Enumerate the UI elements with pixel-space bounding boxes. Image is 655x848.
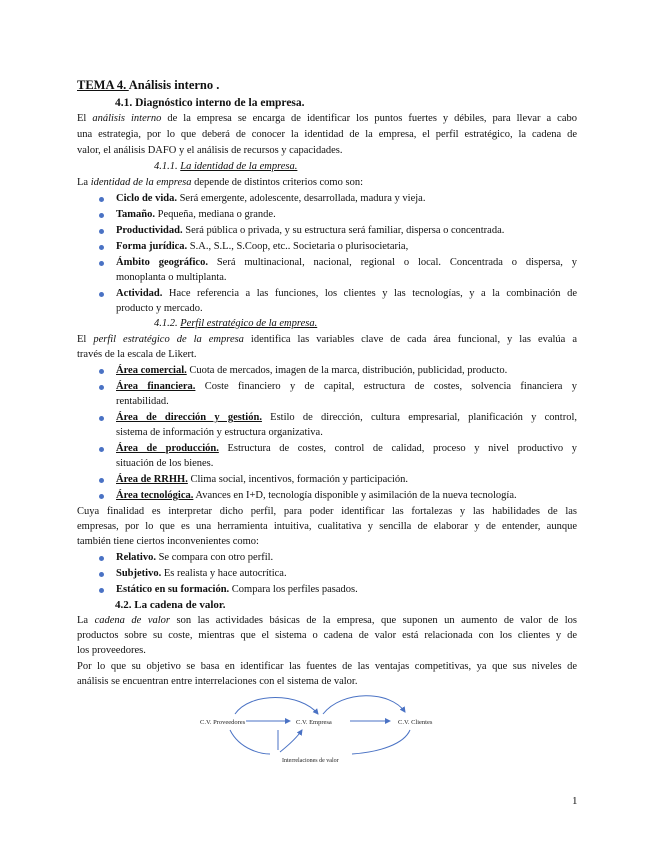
drawback-item bbox=[116, 567, 287, 581]
purpose-line-2: empresas, por lo que es una herramienta intuitiva, cualitativa y sencilla de elaborar y de entender, aunque bbox=[77, 521, 577, 532]
item-text: Clima social, incentivos, formación y participación. bbox=[187, 474, 408, 485]
bullet-icon bbox=[99, 447, 104, 452]
item-label: Ámbito geográfico. bbox=[116, 257, 208, 268]
bullet-icon bbox=[99, 229, 104, 234]
value-system-diagram bbox=[190, 688, 450, 768]
identity-item-cont: monoplanta o multiplanta. bbox=[116, 272, 227, 283]
bullet-icon bbox=[99, 213, 104, 218]
bullet-icon bbox=[99, 588, 104, 593]
item-text: S.A., S.L., S.Coop, etc.. Societaria o plurisocietaria, bbox=[187, 241, 409, 252]
bullet-icon bbox=[99, 292, 104, 297]
item-label: Subjetivo. bbox=[116, 568, 162, 579]
profile-intro-line-2: través de la escala de Likert. bbox=[77, 349, 197, 360]
profile-item bbox=[116, 473, 408, 487]
objective-line-1: Por lo que su objetivo se basa en identificar las fuentes de las ventajas competitivas, ya que sus niveles de bbox=[77, 661, 577, 672]
item-text: Avances en I+D, tecnología disponible y asimilación de la nueva tecnología. bbox=[193, 490, 517, 501]
profile-item-cont: rentabilidad. bbox=[116, 396, 169, 407]
item-label: Área comercial. bbox=[116, 365, 187, 376]
value-chain-term: cadena de valor bbox=[94, 615, 171, 626]
profile-item bbox=[116, 364, 507, 378]
item-label: Ciclo de vida. bbox=[116, 193, 177, 204]
intro-term: análisis interno bbox=[92, 113, 162, 124]
profile-item bbox=[116, 489, 517, 503]
value-chain-line-3: los proveedores. bbox=[77, 645, 146, 656]
arc-suppliers-company bbox=[235, 698, 318, 715]
item-text: Pequeña, mediana o grande. bbox=[155, 209, 276, 220]
profile-intro-line-1 bbox=[77, 333, 577, 347]
identity-intro-term: identidad de la empresa bbox=[90, 177, 192, 188]
arc-suppliers-interrelations bbox=[230, 730, 270, 754]
arc-interrelations-company bbox=[280, 730, 302, 752]
profile-intro-text: identifica las variables clave de cada área funcional, y las evalúa a bbox=[243, 334, 577, 345]
bullet-icon bbox=[99, 369, 104, 374]
page-number: 1 bbox=[572, 795, 578, 807]
bullet-icon bbox=[99, 416, 104, 421]
chapter-name: Análisis interno . bbox=[128, 78, 220, 92]
item-label: Relativo. bbox=[116, 552, 156, 563]
item-text: Será multinacional, nacional, regional o local. Concentrada o dispersa, y bbox=[207, 257, 578, 268]
profile-item-cont: situación de los bienes. bbox=[116, 458, 214, 469]
item-text: Será pública o privada, y su estructura será familiar, dispersa o concentrada. bbox=[182, 225, 505, 236]
bullet-icon bbox=[99, 478, 104, 483]
item-text: Estructura de costes, control de calidad, proceso y nivel productivo y bbox=[218, 443, 578, 454]
arc-company-clients bbox=[323, 696, 405, 714]
section-heading-4-1: 4.1. Diagnóstico interno de la empresa. bbox=[115, 97, 305, 109]
value-chain-line-2: productos sobre su coste, mientras que el sistema o cadena de valor está relacionada con los clientes y de bbox=[77, 630, 577, 641]
subsection-title: La identidad de la empresa. bbox=[180, 161, 298, 172]
item-label: Área de RRHH. bbox=[116, 474, 188, 485]
item-label: Actividad. bbox=[116, 288, 163, 299]
profile-intro-text: El bbox=[77, 334, 94, 345]
item-text: Coste financiero y de capital, estructura de costes, solvencia financiera y bbox=[195, 381, 577, 392]
identity-intro-text: La bbox=[77, 177, 91, 188]
subsection-number: 4.1.2. bbox=[154, 318, 181, 329]
item-label: Área financiera. bbox=[116, 381, 196, 392]
diagram-caption: Interrelaciones de valor bbox=[282, 758, 339, 764]
identity-intro bbox=[77, 176, 363, 190]
bullet-icon bbox=[99, 494, 104, 499]
node-company: C.V. Empresa bbox=[296, 719, 332, 726]
item-text: Es realista y hace autocrítica. bbox=[161, 568, 287, 579]
bullet-icon bbox=[99, 572, 104, 577]
item-text: Hace referencia a las funciones, los clientes y las tecnologías, y a la combinación de bbox=[162, 288, 577, 299]
identity-item bbox=[116, 256, 577, 270]
item-label: Productividad. bbox=[116, 225, 183, 236]
item-text: Se compara con otro perfil. bbox=[155, 552, 274, 563]
identity-intro-text: depende de distintos criterios como son: bbox=[191, 177, 363, 188]
intro-text: de la empresa se encarga de identificar los puntos fuertes y débiles, para llevar a cabo bbox=[161, 113, 577, 124]
chapter-prefix: TEMA 4. bbox=[77, 78, 129, 92]
value-chain-text: son las actividades básicas de la empresa, que suponen un aumento de valor de los bbox=[170, 615, 578, 626]
identity-item bbox=[116, 208, 276, 222]
bullet-icon bbox=[99, 245, 104, 250]
intro-text: El bbox=[77, 113, 93, 124]
identity-item bbox=[116, 287, 577, 301]
subsection-title: Perfil estratégico de la empresa. bbox=[180, 318, 318, 329]
value-chain-text: La bbox=[77, 615, 95, 626]
bullet-icon bbox=[99, 261, 104, 266]
item-label: Área de dirección y gestión. bbox=[116, 412, 262, 423]
item-text: Cuota de mercados, imagen de la marca, distribución, publicidad, producto. bbox=[186, 365, 508, 376]
value-chain-line-1 bbox=[77, 614, 577, 628]
item-label: Forma jurídica. bbox=[116, 241, 188, 252]
drawback-item bbox=[116, 551, 273, 565]
profile-item bbox=[116, 442, 577, 456]
identity-item bbox=[116, 192, 425, 206]
profile-intro-term: perfil estratégico de la empresa bbox=[93, 334, 244, 345]
identity-item-cont: producto y mercado. bbox=[116, 303, 203, 314]
item-label: Área de producción. bbox=[116, 443, 219, 454]
drawback-item bbox=[116, 583, 358, 597]
identity-item bbox=[116, 240, 408, 254]
intro-line-3: valor, el análisis DAFO y el análisis de recursos y capacidades. bbox=[77, 145, 343, 156]
intro-line-1 bbox=[77, 112, 577, 126]
subsection-heading-4-1-1 bbox=[154, 160, 297, 174]
bullet-icon bbox=[99, 556, 104, 561]
section-heading-4-2: 4.2. La cadena de valor. bbox=[115, 599, 226, 611]
objective-line-2: análisis se encuentran entre interrelaciones con el sistema de valor. bbox=[77, 676, 358, 687]
item-text: Estilo de dirección, cultura empresarial, planificación y control, bbox=[261, 412, 577, 423]
item-label: Estático en su formación. bbox=[116, 584, 230, 595]
subsection-number: 4.1.1. bbox=[154, 161, 181, 172]
identity-item bbox=[116, 224, 504, 238]
subsection-heading-4-1-2 bbox=[154, 317, 317, 331]
intro-line-2: una estrategia, por lo que deberá de conocer la identidad de la empresa, el perfil estratégico, la cadena de bbox=[77, 129, 577, 140]
node-suppliers: C.V. Proveedores bbox=[200, 719, 246, 726]
profile-item-cont: sistema de información y estructura organizativa. bbox=[116, 427, 323, 438]
item-label: Tamaño. bbox=[116, 209, 156, 220]
purpose-line-1: Cuya finalidad es interpretar dicho perfil, para poder identificar las fortalezas y las habilidades de las bbox=[77, 506, 577, 517]
node-clients: C.V. Clientes bbox=[398, 719, 433, 726]
purpose-line-3: también tiene ciertos inconvenientes como: bbox=[77, 536, 259, 547]
item-text: Será emergente, adolescente, desarrollada, madura y vieja. bbox=[176, 193, 426, 204]
bullet-icon bbox=[99, 385, 104, 390]
item-text: Compara los perfiles pasados. bbox=[229, 584, 358, 595]
chapter-title bbox=[77, 78, 219, 92]
profile-item bbox=[116, 411, 577, 425]
item-label: Área tecnológica. bbox=[116, 490, 194, 501]
arc-clients-interrelations bbox=[352, 730, 410, 754]
bullet-icon bbox=[99, 197, 104, 202]
profile-item bbox=[116, 380, 577, 394]
